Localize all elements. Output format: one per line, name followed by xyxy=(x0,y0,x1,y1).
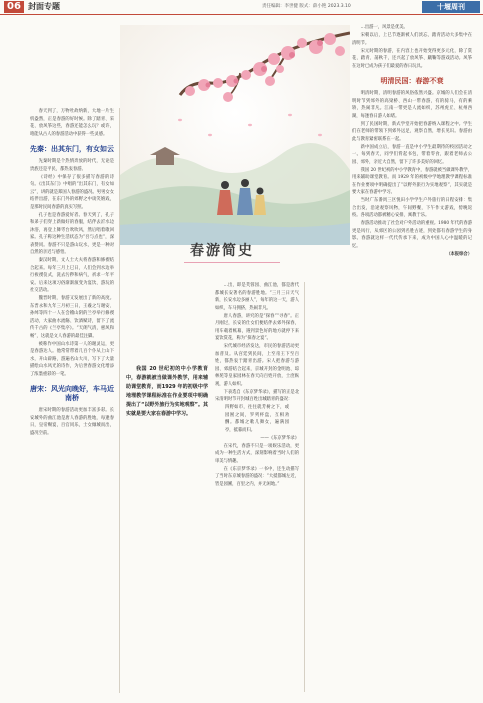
right-paragraph-7: 我国 20 世纪初的中小学教育中，春游就被当做课外教学，用来辅助课堂教育。而 1929 年的初级中学地理教学课程标准在作业要项中明确提出了“以野外旅行为实地观察”，其实就是要大家在春游中学习。 xyxy=(352,167,472,195)
illustration-svg xyxy=(120,25,350,245)
mid-paragraph-2: 唐人春游，讲究的是“探春”“寻春”。正月刚过，长安的仕女们便结伴去郊外探春，用车载着帐幕，遇到景色好的地方就停下来宴饮赏花，称为“探春之宴”。 xyxy=(215,313,299,341)
left-paragraph-2: 先秦时期是个热情奔放的时代，无论是贵族还是平民，都热衷春游。 xyxy=(30,159,114,172)
left-paragraph-6: 魏晋时期，春游又发展出了新的高度。东晋永和九年三月初三日，王羲之与谢安、孙绰等四十一人在会稽山阴的兰亭举行修禊活动，大家曲水流觞、饮酒赋诗，留下了流传千古的《兰亭集序》。“天朗气清，惠风和畅”，这就是文人春游的最佳注脚。 xyxy=(30,296,114,339)
left-column xyxy=(30,108,114,438)
subheading-pre-qin: 先秦：出其东门，有女如云 xyxy=(30,145,114,153)
spring-illustration xyxy=(120,25,350,245)
right-paragraph-4: 明清时期，清明春游的风俗依然兴盛。京城的人们会在清明时节到郊外的高梁桥、西山一带春游，有的骑马，有的乘轿，热闹非凡。江南一带更是人流如织，苏州虎丘、杭州西湖，每逢春日游人如堵。 xyxy=(352,91,472,119)
right-paragraph-1: …出游一，风景是优美。 xyxy=(360,25,408,30)
section-title: 封面专题 xyxy=(28,2,60,11)
article-source: （本报综合） xyxy=(446,251,472,257)
intro-box xyxy=(126,365,208,419)
subheading-ming-qing: 明清民国：春游不衰 xyxy=(380,77,444,85)
right-column xyxy=(352,24,472,259)
editor-meta: 责任编辑：李世健 版式：薛小艳 2023.3.10 xyxy=(262,4,351,9)
left-paragraph-4: 孔子也是春游爱好者。春天到了，孔子和弟子们穿上新做好的春服，结伴去沂水边沐浴，再登上舞雩台吹吹风，然后唱着歌回家。孔子称这种生活状态为“吾与点也”，深表赞同。春游不只是游山玩水，更是一种对自然的亲近与感悟。 xyxy=(30,212,114,255)
title-underline xyxy=(184,262,280,263)
mid-paragraph-1: …出，即是芙蓉园、曲江池，都是唐代都城长安著名的春游胜地。“三月三日天气新，长安水边多丽人”，每年的这一天，游人如织，车马拥挤，热闹非凡。 xyxy=(215,283,299,311)
left-paragraph-5: 秦汉时期，文人士大夫将春游和修禊结合起来。每年三月上巳日，人们会到水边举行祓禊仪式，洗去污秽和病气，祈求一年平安。后来这项习俗渐渐演变为宴饮、游玩的社交活动。 xyxy=(30,258,114,293)
right-paragraph-9: 春游活动推动了社会对户外活动的重视。1980 年代的春游更是风行，从郊区的公园到名胜古迹，到处都有春游学生的身影。春游就这样一代代传承下来，成为中国人心中温暖的记忆。 xyxy=(352,221,472,249)
column-divider-2 xyxy=(304,282,305,692)
right-paragraph-3: 宋元时期的春游，在内容上也开始变得更多元化，除了赏花、踏青、荡秋千，还兴起了放风筝、蹴鞠等游戏活动。风筝在这时已成为孩子们最爱的春日玩具。 xyxy=(352,48,472,69)
mid-quote-source: ——《东京梦华录》 xyxy=(260,435,299,441)
intro-text: 我国 20 世纪初的中小学教育中，春游就被当做课外教学，用来辅助课堂教育，而1929 年的初级中学地理教学课程标准在作业要项中明确提出了“以野外旅行为实地观察”。其实就是要大家在春游中学习。 xyxy=(126,366,208,417)
left-paragraph-7: 被称作中国山水诗第一人的谢灵运，更是春游达人。他常常带着几百个仆从上山下水，开山辟路，游遍名山大川，写下了大量描绘山水风光的诗作，为后世春游文化增添了浓墨重彩的一笔。 xyxy=(30,341,114,377)
left-paragraph-1: 春天到了，万物吐故纳新，大地一片生机盎然，正是春游的好时候。除了踏青、采花、放风筝这些，春游还能怎么玩？或许，咱能从古人的春游活动中获得一些灵感。 xyxy=(30,109,114,137)
subheading-tang-song: 唐宋：风光向晚好，车马近南桥 xyxy=(30,385,114,402)
article-title: 春游简史 xyxy=(190,243,254,259)
mid-paragraph-3: 宋代城市经济发达，市民的春游活动更加普及。从宫廷到民间，上至帝王下至百姓，都热衷于踏青出游。宋人把春游与游园、郊游结合起来，京城开封的金明池、琼林苑等皇家园林在春天向百姓开放，士庶纵观，游人如织。 xyxy=(215,344,299,387)
newspaper-brand: 十堰周刊 xyxy=(422,1,480,13)
right-paragraph-6: 新中国成立后，春游一直是中小学生最期待的校园活动之一。每到春天，同学们背起书包，带着零食，跟着老师去公园、郊外，亲近大自然，留下了许多美好的回忆。 xyxy=(352,144,472,165)
mid-paragraph-6: 在《东京梦华录》一书中，还生动描写了当时东京城春游的盛况：“大抵都城左近，皆是园圃，百里之内，并无闲地。” xyxy=(215,466,299,487)
mid-paragraph-4: 下表选自《东京梦华录》，描写的正是北宋清明时节开封城百姓出城踏青的盛况： xyxy=(215,389,299,402)
page-number: 06 xyxy=(4,1,24,13)
right-paragraph-2: 宋朝以后，上巳节逐渐被人们淡忘，踏青活动大多集中在清明节。 xyxy=(352,33,472,46)
left-paragraph-8: 唐宋时期的春游活动更加丰富多彩。长安城外的曲江池是唐人春游的胜地，每逢春日，皇帝赐宴，百官同乐，士女倾城而出，盛况空前。 xyxy=(30,408,114,436)
middle-column xyxy=(215,282,299,489)
left-paragraph-3: 《诗经》中保存了很多描写春游的诗句。《出其东门》中唱的“出其东门，有女如云”，讲的就是郑国人春游的盛况。男男女女结伴出游，在东门外的郊野之中谈笑嬉戏，是那时民间春游的真实写照。 xyxy=(30,174,114,210)
right-paragraph-8: 当时广东番禺三区悦田小学学生户外旅行的日程安排：集合出发，沿途观察风物，午间野餐，下午作文游戏，傍晚返校。各项活动都被精心安排，寓教于乐。 xyxy=(352,198,472,218)
mid-paragraph-5: 在宋代，春游不只是一项娱乐活动，更成为一种生活方式，深刻影响着当时人们的审美与情趣。 xyxy=(215,443,299,464)
mid-quote: 四野如市，往往就芳树之下，或园囿之间，罗列杯盘，互相劝酬。都城之歌儿舞女，遍满园亭，抵暮而归。 xyxy=(225,405,289,433)
right-paragraph-5: 到了民国时期，新式学堂开始把春游纳入课程之中。学生们在老师的带领下到郊外远足，观察自然，增长见识。春游由此与教育紧密联系在一起。 xyxy=(352,121,472,142)
page-header xyxy=(0,0,483,15)
